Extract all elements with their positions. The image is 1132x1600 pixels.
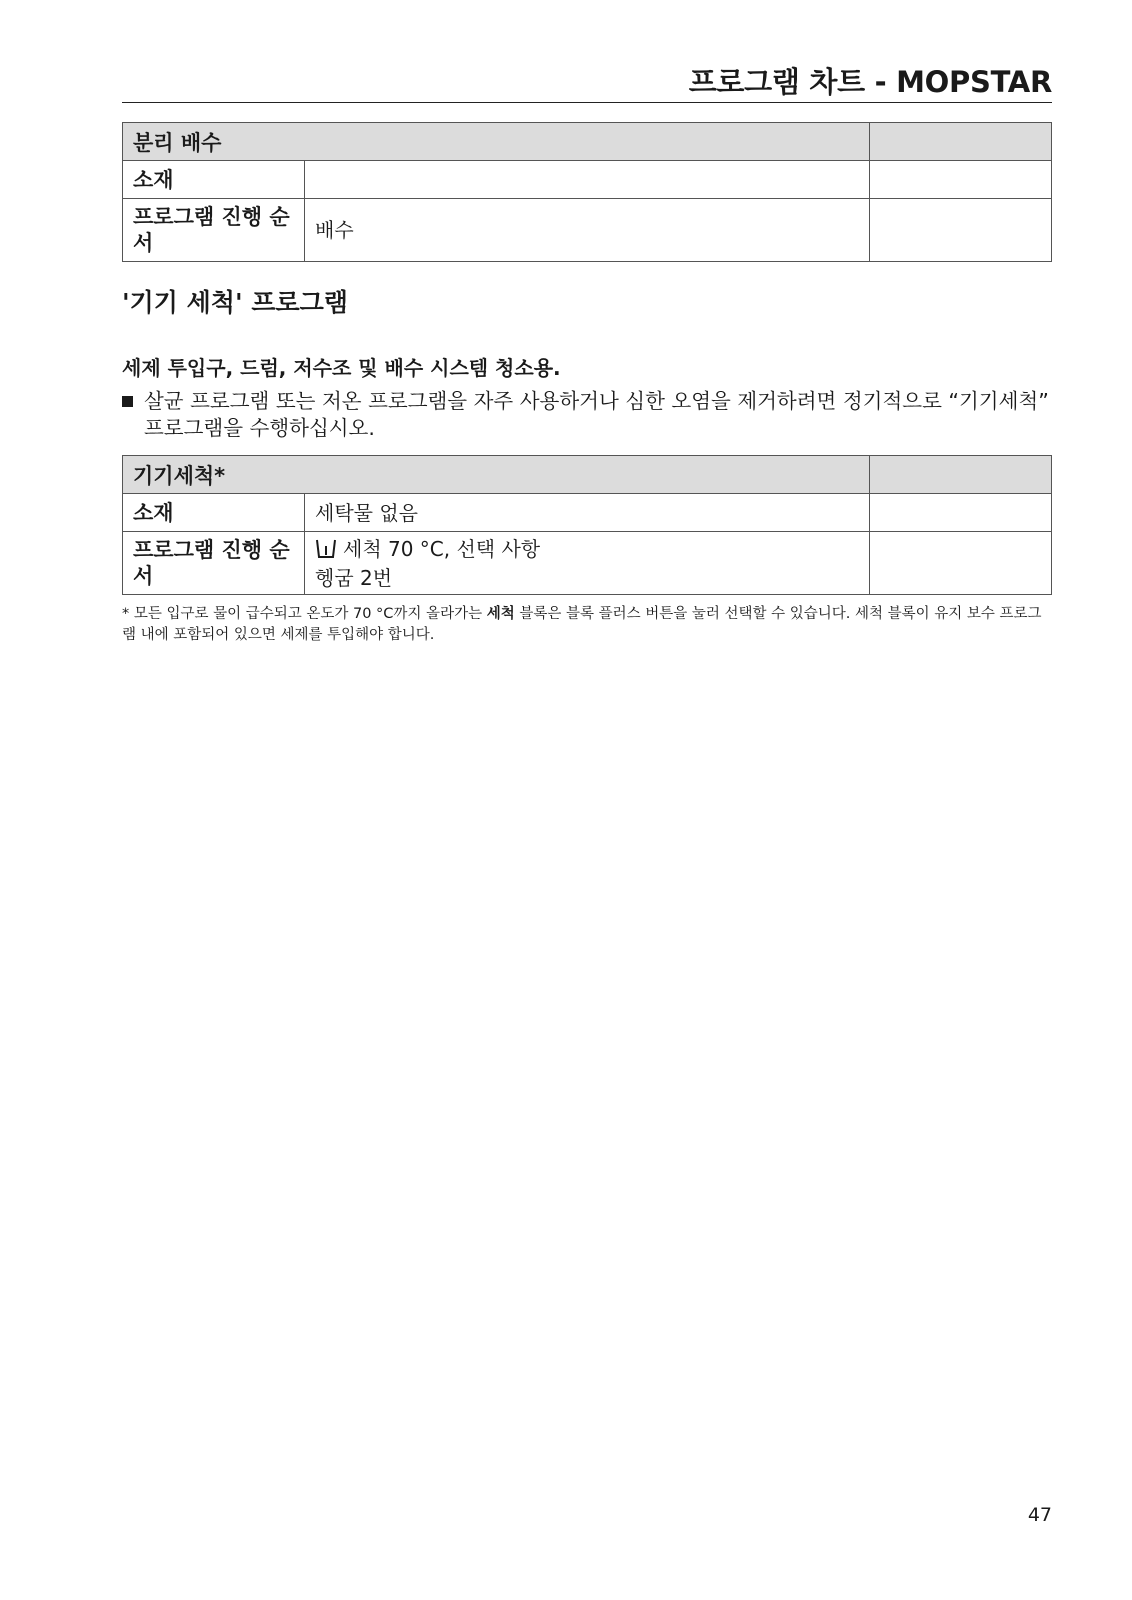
- table-title: 분리 배수: [123, 123, 870, 161]
- row-label: 프로그램 진행 순서: [123, 199, 305, 262]
- table-title: 기기세척*: [123, 456, 870, 494]
- section-title: '기기 세척' 프로그램: [122, 288, 348, 317]
- page-title: 프로그램 차트 - MOPSTAR: [688, 65, 1052, 99]
- section-subtitle: 세제 투입구, 드럼, 저수조 및 배수 시스템 청소용.: [122, 356, 561, 380]
- table-row: [123, 532, 1052, 595]
- footnote-text-before: * 모든 입구로 물이 급수되고 온도가 70 °C까지 올라가는: [122, 606, 487, 622]
- table-header-row: [123, 123, 1052, 161]
- machine-clean-table: [122, 455, 1052, 595]
- table-row: [123, 161, 1052, 199]
- bullet-item: [122, 388, 1052, 442]
- row-extra-cell: [870, 199, 1052, 262]
- row-value-multiline: [305, 532, 870, 595]
- row-extra-cell: [870, 494, 1052, 532]
- page-number: 47: [1027, 1504, 1052, 1526]
- bullet-text: 살균 프로그램 또는 저온 프로그램을 자주 사용하거나 심한 오염을 제거하려면 정기적으로 “기기세척” 프로그램을 수행하십시오.: [144, 389, 1049, 440]
- wash-basin-icon: [315, 539, 337, 565]
- row-label: 프로그램 진행 순서: [123, 532, 305, 595]
- row-extra-cell: [870, 161, 1052, 199]
- step-wash-text: 세척 70 °C, 선택 사항: [343, 536, 541, 561]
- step-rinse-text: 헹굼 2번: [315, 565, 393, 590]
- row-extra-cell: [870, 532, 1052, 595]
- footnote: [122, 604, 1052, 646]
- table-header-row: [123, 456, 1052, 494]
- footnote-bold-term: 세척: [486, 606, 515, 622]
- table-row: [123, 494, 1052, 532]
- drain-program-table: [122, 122, 1052, 262]
- row-value: [305, 161, 870, 199]
- row-value: 배수: [305, 199, 870, 262]
- table-header-spacer: [870, 456, 1052, 494]
- table-row: [123, 199, 1052, 262]
- bullet-square-icon: [122, 396, 133, 407]
- table-header-spacer: [870, 123, 1052, 161]
- row-label: 소재: [123, 161, 305, 199]
- row-label: 소재: [123, 494, 305, 532]
- footnote-text-after: 블록은 블록 플러스 버튼을 눌러 선택할 수 있습니다. 세척 블록이 유지 보수 프로그램 내에 포함되어 있으면 세제를 투입해야 합니다.: [122, 606, 1042, 643]
- row-value: 세탁물 없음: [305, 494, 870, 532]
- page-header: [122, 58, 1052, 103]
